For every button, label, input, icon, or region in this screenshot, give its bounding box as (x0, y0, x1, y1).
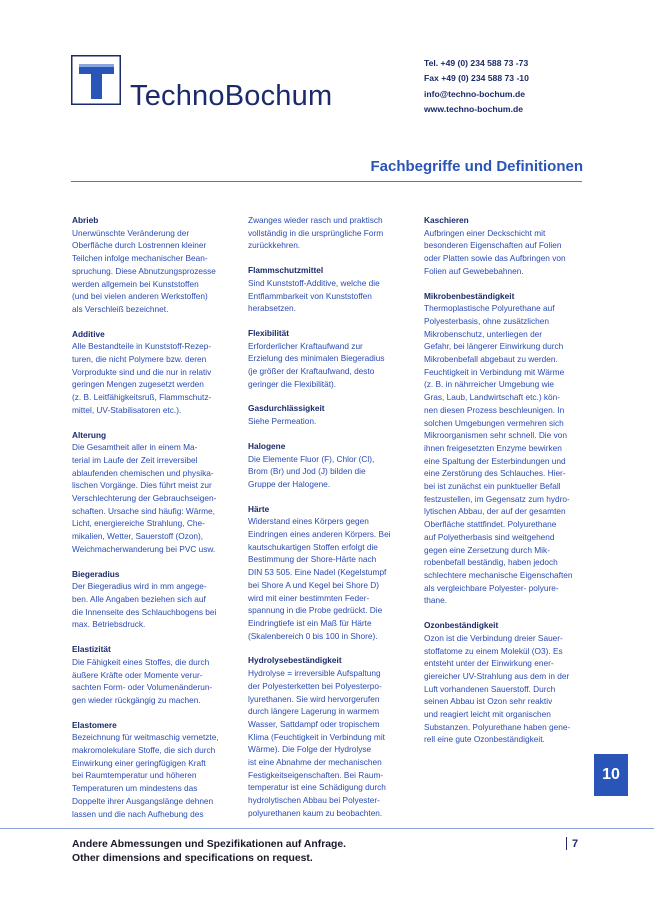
glossary-entry (248, 503, 410, 643)
glossary-entry (424, 214, 586, 278)
glossary-entry (424, 290, 586, 608)
contact-email[interactable]: info@techno-bochum.de (424, 88, 525, 99)
contact-tel: Tel. +49 (0) 234 588 73 -73 (424, 58, 529, 68)
footer-note (72, 838, 346, 866)
glossary-term: Abrieb (72, 215, 99, 225)
footer-note-en: Other dimensions and specifications on request. (72, 853, 313, 864)
technobochum-logo-icon (71, 55, 121, 105)
glossary-term: Mikrobenbeständigkeit (424, 290, 515, 301)
footer-note-de: Andere Abmessungen und Spezifikationen auf Anfrage. (72, 839, 347, 850)
glossary-definition: Widerstand eines Körpers gegen Eindringen eines anderen Körpers. Bei kautschukartigen Stoffen erfolgt die Bestimmung der Shore-Härte nach DIN 53 505. Eine Nadel (Kegelstumpf bei Shore A und Kegel bei Shore D) wird mit einer bestimmten Feder- spannung in die Probe gedrückt. Die Eindringtiefe ist ein Maß für Härte (Skalenbereich 0 bis 100 in Shore). (248, 516, 391, 641)
title-divider (71, 181, 582, 182)
contact-block (424, 56, 529, 117)
glossary-entry (248, 402, 410, 427)
glossary-term: Flexibilität (248, 327, 290, 338)
glossary-entry (72, 719, 234, 821)
footer-divider (0, 828, 654, 829)
page-number: 7 (572, 838, 579, 850)
glossary-term: Härte (248, 503, 270, 514)
page-title: Fachbegriffe und Definitionen (370, 158, 583, 175)
glossary-entry (72, 643, 234, 707)
glossary-definition: Sind Kunststoff-Additive, welche die Entflammbarkeit von Kunststoffen herabsetzen. (248, 277, 380, 314)
glossary-definition: Ozon ist die Verbindung dreier Sauer- stoffatome zu einem Molekül (O3). Es entsteht unter der Einwirkung ener- giereicher UV-Strahlung aus dem in der Luft vorhandenen Sauerstoff. Durch seinen Abbau ist Ozon sehr reaktiv und reagiert leicht mit organischen Substanzen. Polyurethane haben gene- rell eine gute Ozonbeständigkeit. (424, 632, 571, 745)
glossary-term: Elastizität (72, 644, 111, 655)
contact-fax: Fax +49 (0) 234 588 73 -10 (424, 73, 529, 84)
glossary-entry (72, 328, 234, 417)
glossary-definition: Hydrolyse = irreversible Aufspaltung der Polyesterketten bei Polyesterpo- lyurethanen. Sie wird hervorgerufen durch längere Lagerung in warmem Wasser, Sattdampf oder tropischem Klima (Feuchtigkeit in Verbindung mit Wärme). Die Folge der Hydrolyse ist eine Abnahme der mechanischen Festigkeitseigenschaften. Bei Raum- temperatur ist eine Schädigung durch hydrolytischen Abbau bei Polyester- polyurethanen kaum zu beobachten. (248, 668, 386, 818)
glossary-definition: Erforderlicher Kraftaufwand zur Erzielung des minimalen Biegeradius (je größer der Kraftaufwand, desto geringer die Flexibilität). (248, 340, 385, 389)
glossary-column-1 (72, 214, 234, 832)
glossary-definition: Die Elemente Fluor (F), Chlor (Cl), Brom (Br) und Jod (J) bilden die Gruppe der Halogene. (248, 453, 375, 489)
glossary-term: Halogene (248, 440, 286, 451)
page-number-divider (566, 837, 567, 850)
glossary-term: Ozonbeständigkeit (424, 620, 499, 631)
brand-name: TechnoBochum (130, 80, 333, 112)
glossary-entry (248, 654, 410, 819)
glossary-column-2 (248, 214, 410, 832)
glossary-definition: Bezeichnung für weitmaschig vernetzte, makromolekulare Stoffe, die sich durch Einwirkung einer geringfügigen Kraft bei Raumtemperatur und höheren Temperaturen um mindestens das Doppelte ihrer Ausgangslänge dehnen lassen und die nach Aufhebung des (72, 732, 219, 819)
chapter-tab: 10 (594, 754, 628, 796)
glossary-term: Hydrolysebeständigkeit (248, 655, 342, 666)
glossary-term: Biegeradius (72, 568, 120, 579)
glossary-definition: Thermoplastische Polyurethane auf Polyesterbasis, ohne zusätzlichen Mikrobenschutz, unterliegen der Gefahr, bei längerer Einwirkung durch Mikrobenbefall abgebaut zu werden. Feuchtigkeit in Verbindung mit Wärme (z. B. in nährreicher Umgebung wie Gras, Laub, Landwirtschaft etc.) kön- nen diesen Prozess beschleunigen. In solchen Umgebungen vermehren sich Mikroorganismen sehr schnell. Die von ihnen freigesetzten Enzyme bewirken eine Spaltung der Esterbindungen und eine Zerstörung des Schlauches. Hier- bei ist zunächst ein punktueller Befall festzustellen, im Gegensatz zum hydro- lytischen Abbau, der auf der gesamten Oberfläche stattfindet. Polyurethane auf Polyetherbasis sind weitgehend gegen eine Zersetzung durch Mik- robenbefall beständig, haben jedoch schlechtere mechanische Eigenschaften als vergleichbare Polyester- polyure- thane. (424, 303, 573, 606)
glossary-column-3 (424, 214, 586, 758)
glossary-definition: Alle Bestandteile in Kunststoff-Rezep- turen, die nicht Polymere bzw. deren Vorprodukte sind und die nur in relativ geringen Mengen zugesetzt werden (z. B. Leitfähigkeitsruß, Flammschutz- mittel, UV-Stabilisatoren etc.). (72, 341, 212, 415)
glossary-term: Gasdurchlässigkeit (248, 403, 325, 414)
glossary-definition: Siehe Permeation. (248, 416, 317, 427)
glossary-entry (72, 568, 234, 632)
glossary-definition: Die Gesamtheit aller in einem Ma- terial im Laufe der Zeit irreversibel ablaufenden chemischen und physika- lischen Vorgänge. Dies führt meist zur Verschlechterung der Gebrauchseigen- schaften. Ursache sind häufig: Wärme, Licht, energiereiche Strahlung, Che- mikalien, Wetter, Sauerstoff (Ozon), Weichmacherwanderung bei PVC usw. (72, 442, 217, 554)
glossary-term: Kaschieren (424, 215, 469, 225)
glossary-definition: Die Fähigkeit eines Stoffes, die durch äußere Kräfte oder Momente verur- sachten Form- oder Volumenänderun- gen wieder rückgängig zu machen. (72, 656, 213, 705)
contact-website[interactable]: www.techno-bochum.de (424, 103, 523, 114)
glossary-term: Additive (72, 328, 105, 339)
glossary-definition-continuation: Zwanges wieder rasch und praktisch vollständig in die ursprüngliche Form zurückkehren. (248, 215, 384, 251)
glossary-entry (248, 440, 410, 491)
glossary-definition: Unerwünschte Veränderung der Oberfläche durch Lostrennen kleiner Teilchen infolge mechanischer Bean- spruchung. Diese Abnutzungsprozesse werden allgemein bei Kunststoffen (und bei vielen anderen Werkstoffen) als Verschleiß bezeichnet. (72, 227, 216, 314)
glossary-term: Flammschutzmittel (248, 265, 324, 276)
glossary-term: Elastomere (72, 719, 117, 730)
glossary-entry (248, 264, 410, 315)
glossary-entry (72, 214, 234, 316)
glossary-definition: Aufbringen einer Deckschicht mit besonderen Eigenschaften auf Folien oder Platten sowie das Aufbringen von Folien auf Gewebebahnen. (424, 227, 566, 276)
glossary-continuation (248, 214, 410, 252)
glossary-entry (248, 327, 410, 391)
glossary-entry (424, 619, 586, 746)
glossary-definition: Der Biegeradius wird in mm angege- ben. Alle Angaben beziehen sich auf die Innenseite des Schlauchbogens bei max. Betriebsdruck. (72, 581, 217, 630)
glossary-term: Alterung (72, 429, 107, 440)
glossary-entry (72, 429, 234, 556)
